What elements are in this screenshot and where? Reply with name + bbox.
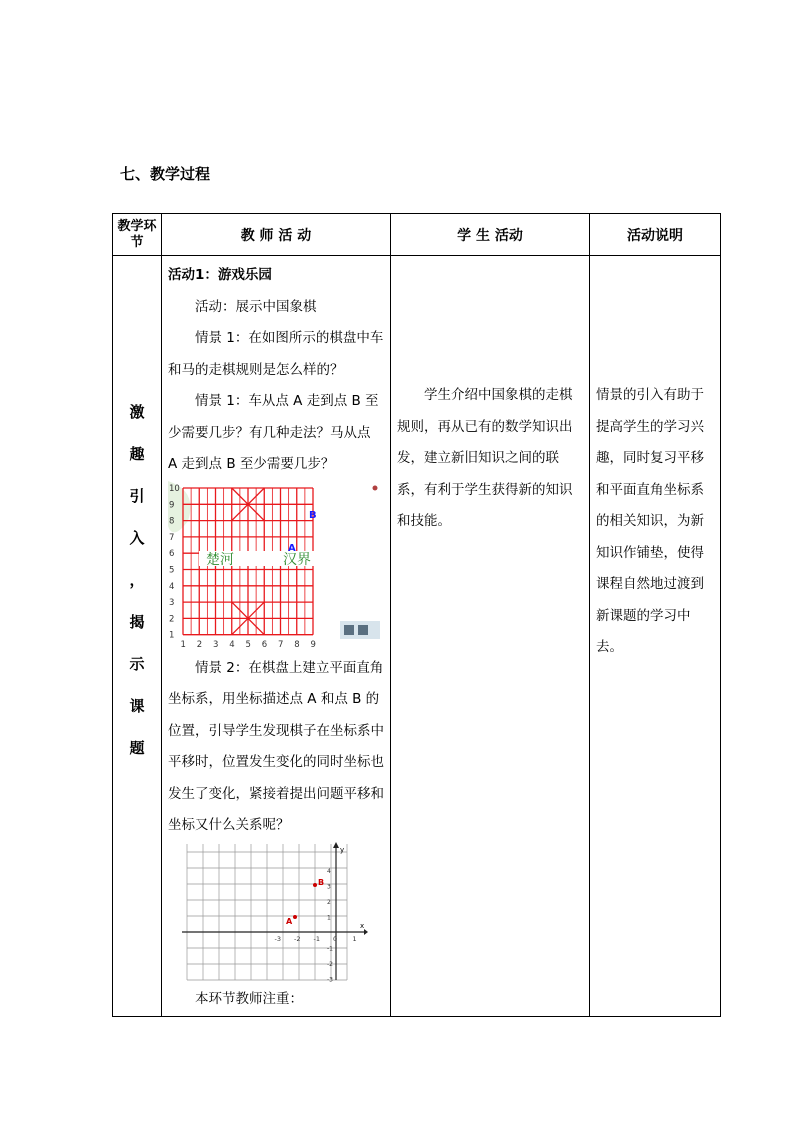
student-text: 学生介绍中国象棋的走棋规则，再从已有的数学知识出发，建立新旧知识之间的联系，有利于学生获得新的知识和技能。 xyxy=(397,387,573,529)
river-left-label: 楚河 xyxy=(206,551,234,568)
chess-y-label: 7 xyxy=(169,532,175,543)
chess-point-a: A xyxy=(288,542,296,554)
table-row xyxy=(113,256,721,1017)
chess-y-label: 3 xyxy=(169,597,175,608)
stage-cell xyxy=(113,256,162,1017)
section-heading: 七、教学过程 xyxy=(120,165,211,183)
chess-y-label: 5 xyxy=(169,565,175,575)
coord-y-ticks xyxy=(327,868,333,982)
coord-x-tick: -3 xyxy=(274,934,281,943)
x-axis-label: x xyxy=(360,921,365,930)
chess-y-label: 6 xyxy=(169,548,175,559)
stage-char: 示 xyxy=(129,655,145,673)
chess-y-label: 1 xyxy=(169,630,175,641)
scene2-text: 情景 2：在棋盘上建立平面直角坐标系，用坐标描述点 A 和点 B 的位置，引导学生发现棋子在坐标系中平移时，位置发生变化的同时坐标也发生了变化，紧接着提出问题平移和坐标又什么关系呢？ xyxy=(168,659,384,833)
header-student: 学 生 活动 xyxy=(391,214,590,256)
stage-char: 趣 xyxy=(129,445,145,463)
chess-y-label: 10 xyxy=(169,483,180,494)
stage-char: 入 xyxy=(129,529,145,547)
activity-note-cell xyxy=(590,256,721,1017)
coord-point-a: A xyxy=(286,916,293,926)
chess-x-label: 1 xyxy=(180,639,186,649)
header-teacher: 教 师 活 动 xyxy=(162,214,391,256)
coord-grid xyxy=(187,844,347,980)
chess-y-label: 4 xyxy=(169,581,175,592)
coord-x-tick: 1 xyxy=(352,934,357,943)
header-note: 活动说明 xyxy=(590,214,721,256)
coord-y-tick: -1 xyxy=(327,945,333,952)
stage-char: ， xyxy=(129,571,145,589)
chessboard-x-labels xyxy=(181,640,316,649)
stage-title xyxy=(113,256,161,780)
chess-x-label: 6 xyxy=(261,639,268,649)
lesson-table xyxy=(112,213,721,1017)
coord-x-tick: -1 xyxy=(313,934,320,943)
header-stage: 教学环节 xyxy=(113,214,162,256)
chess-y-label: 2 xyxy=(169,613,175,624)
chess-y-label: 9 xyxy=(169,499,175,510)
scene1-steps: 情景 1：车从点 A 走到点 B 至少需要几步？有几种走法？马从点 A 走到点 B 至少需要几步？ xyxy=(168,393,379,472)
chess-point-b: B xyxy=(309,509,317,521)
coord-point-b-dot xyxy=(313,883,317,887)
coord-y-tick: 1 xyxy=(327,914,331,921)
closing-note: 本环节教师注重： xyxy=(195,990,303,1007)
chess-x-label: 8 xyxy=(294,639,300,649)
chessboard-figure xyxy=(168,481,384,653)
coord-x-ticks xyxy=(275,935,357,943)
chess-y-label: 8 xyxy=(169,516,175,527)
chessboard-svg xyxy=(168,481,382,649)
y-axis-label: y xyxy=(340,845,345,854)
activity-title: 活动1：游戏乐园 xyxy=(168,267,272,283)
chess-x-label: 3 xyxy=(213,639,219,649)
coord-y-tick: 3 xyxy=(327,883,331,890)
coord-y-tick: 4 xyxy=(327,867,331,875)
chess-x-label: 7 xyxy=(278,639,284,649)
chess-x-label: 9 xyxy=(310,639,316,649)
coord-x-tick: 0 xyxy=(333,934,338,943)
coord-point-b: B xyxy=(318,877,325,887)
coord-y-tick: -3 xyxy=(327,976,333,982)
stage-char: 引 xyxy=(129,487,145,505)
teacher-activity-cell xyxy=(162,256,391,1017)
coord-plane-svg xyxy=(168,842,368,982)
student-activity-cell xyxy=(391,256,590,1017)
note-text: 情景的引入有助于提高学生的学习兴趣，同时复习平移和平面直角坐标系的相关知识，为新知识作铺垫，使得课程自然地过渡到新课题的学习中去。 xyxy=(596,387,704,655)
scene1-question: 情景 1：在如图所示的棋盘中车和马的走棋规则是怎么样的？ xyxy=(168,330,384,378)
chess-x-label: 4 xyxy=(229,639,235,649)
coord-y-tick: -2 xyxy=(327,960,333,968)
chess-x-label: 5 xyxy=(245,639,251,649)
table-header-row xyxy=(113,214,721,256)
river-right-label: 汉界 xyxy=(283,551,311,568)
stage-char: 题 xyxy=(129,739,145,757)
coord-point-a-dot xyxy=(293,915,297,919)
activity-line: 活动：展示中国象棋 xyxy=(195,298,317,315)
chess-x-label: 2 xyxy=(196,639,203,649)
stage-char: 揭 xyxy=(129,613,145,631)
coord-plane-figure xyxy=(168,842,384,986)
coord-x-tick: -2 xyxy=(294,934,301,943)
coord-y-tick: 2 xyxy=(327,898,331,906)
stage-char: 激 xyxy=(129,403,145,421)
stage-char: 课 xyxy=(129,697,145,715)
